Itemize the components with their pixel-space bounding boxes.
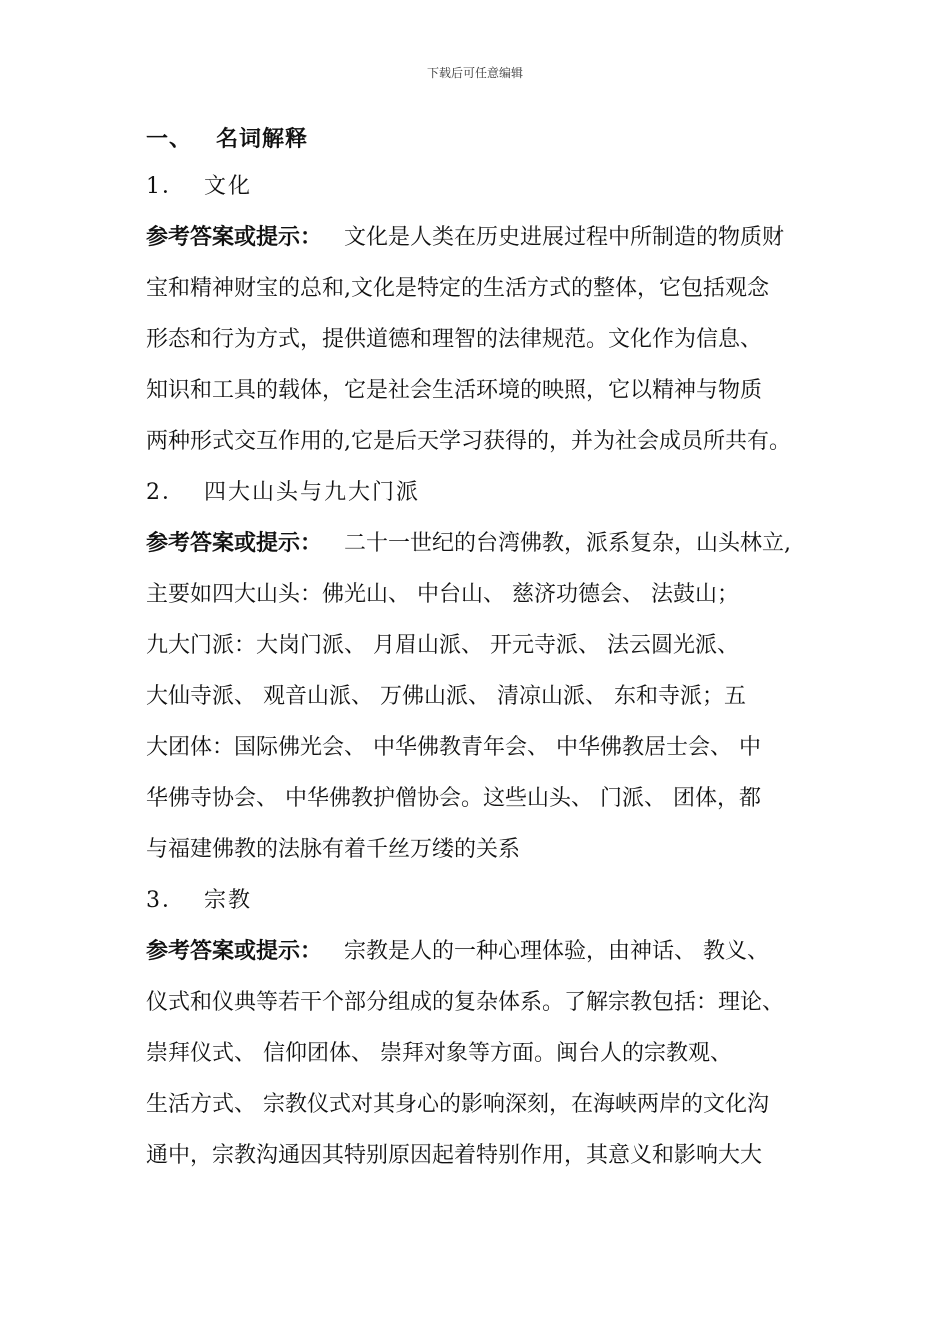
- answer-line: 宝和精神财宝的总和,文化是特定的生活方式的整体，它包括观念: [146, 276, 769, 301]
- answer-line: 大团体：国际佛光会、 中华佛教青年会、 中华佛教居士会、 中: [146, 735, 761, 760]
- answer-label: 参考答案或提示：: [146, 225, 323, 250]
- section-heading: [146, 122, 308, 153]
- answer-line: 生活方式、 宗教仪式对其身心的影响深刻，在海峡两岸的文化沟: [146, 1092, 769, 1117]
- term-heading: [146, 886, 826, 916]
- answer-text: 宗教是人的一种心理体验，由神话、 教义、: [344, 939, 770, 964]
- answer-line: 通中，宗教沟通因其特别原因起着特别作用，其意义和影响大大: [146, 1143, 763, 1168]
- answer-label: 参考答案或提示：: [146, 531, 323, 556]
- page-header: 下载后可任意编辑: [426, 66, 523, 80]
- answer-line: 仪式和仪典等若干个部分组成的复杂体系。了解宗教包括：理论、: [146, 990, 785, 1015]
- answer-line: 崇拜仪式、 信仰团体、 崇拜对象等方面。闽台人的宗教观、: [146, 1041, 732, 1066]
- term-number: 2．: [146, 480, 186, 505]
- answer-line: [146, 937, 826, 967]
- answer-line: 两种形式交互作用的,它是后天学习获得的，并为社会成员所共有。: [146, 429, 791, 454]
- answer-line: [146, 223, 826, 253]
- answer-line: 大仙寺派、 观音山派、 万佛山派、 清凉山派、 东和寺派；五: [146, 684, 746, 709]
- term-number: 3．: [146, 888, 186, 913]
- answer-text: 二十一世纪的台湾佛教，派系复杂，山头林立,: [344, 531, 792, 556]
- answer-line: 与福建佛教的法脉有着千丝万缕的关系: [146, 837, 521, 862]
- answer-label: 参考答案或提示：: [146, 939, 323, 964]
- answer-text: 文化是人类在历史进展过程中所制造的物质财: [344, 225, 785, 250]
- answer-line: 形态和行为方式，提供道德和理智的法律规范。文化作为信息、: [146, 327, 763, 352]
- section-title: 名词解释: [216, 127, 309, 152]
- term-name: 宗教: [204, 888, 253, 913]
- answer-line: 九大门派：大岗门派、 月眉山派、 开元寺派、 法云圆光派、: [146, 633, 739, 658]
- term-heading: [146, 478, 826, 508]
- section-number: 一、: [146, 127, 193, 152]
- term-heading: [146, 172, 826, 202]
- term-number: 1．: [146, 174, 186, 199]
- term-name: 四大山头与九大门派: [204, 480, 421, 505]
- answer-line: 华佛寺协会、 中华佛教护僧协会。这些山头、 门派、 团体，都: [146, 786, 761, 811]
- term-name: 文化: [204, 174, 253, 199]
- answer-line: 主要如四大山头：佛光山、 中台山、 慈济功德会、 法鼓山；: [146, 582, 739, 607]
- answer-line: [146, 529, 826, 559]
- answer-line: 知识和工具的载体，它是社会生活环境的映照，它以精神与物质: [146, 378, 763, 403]
